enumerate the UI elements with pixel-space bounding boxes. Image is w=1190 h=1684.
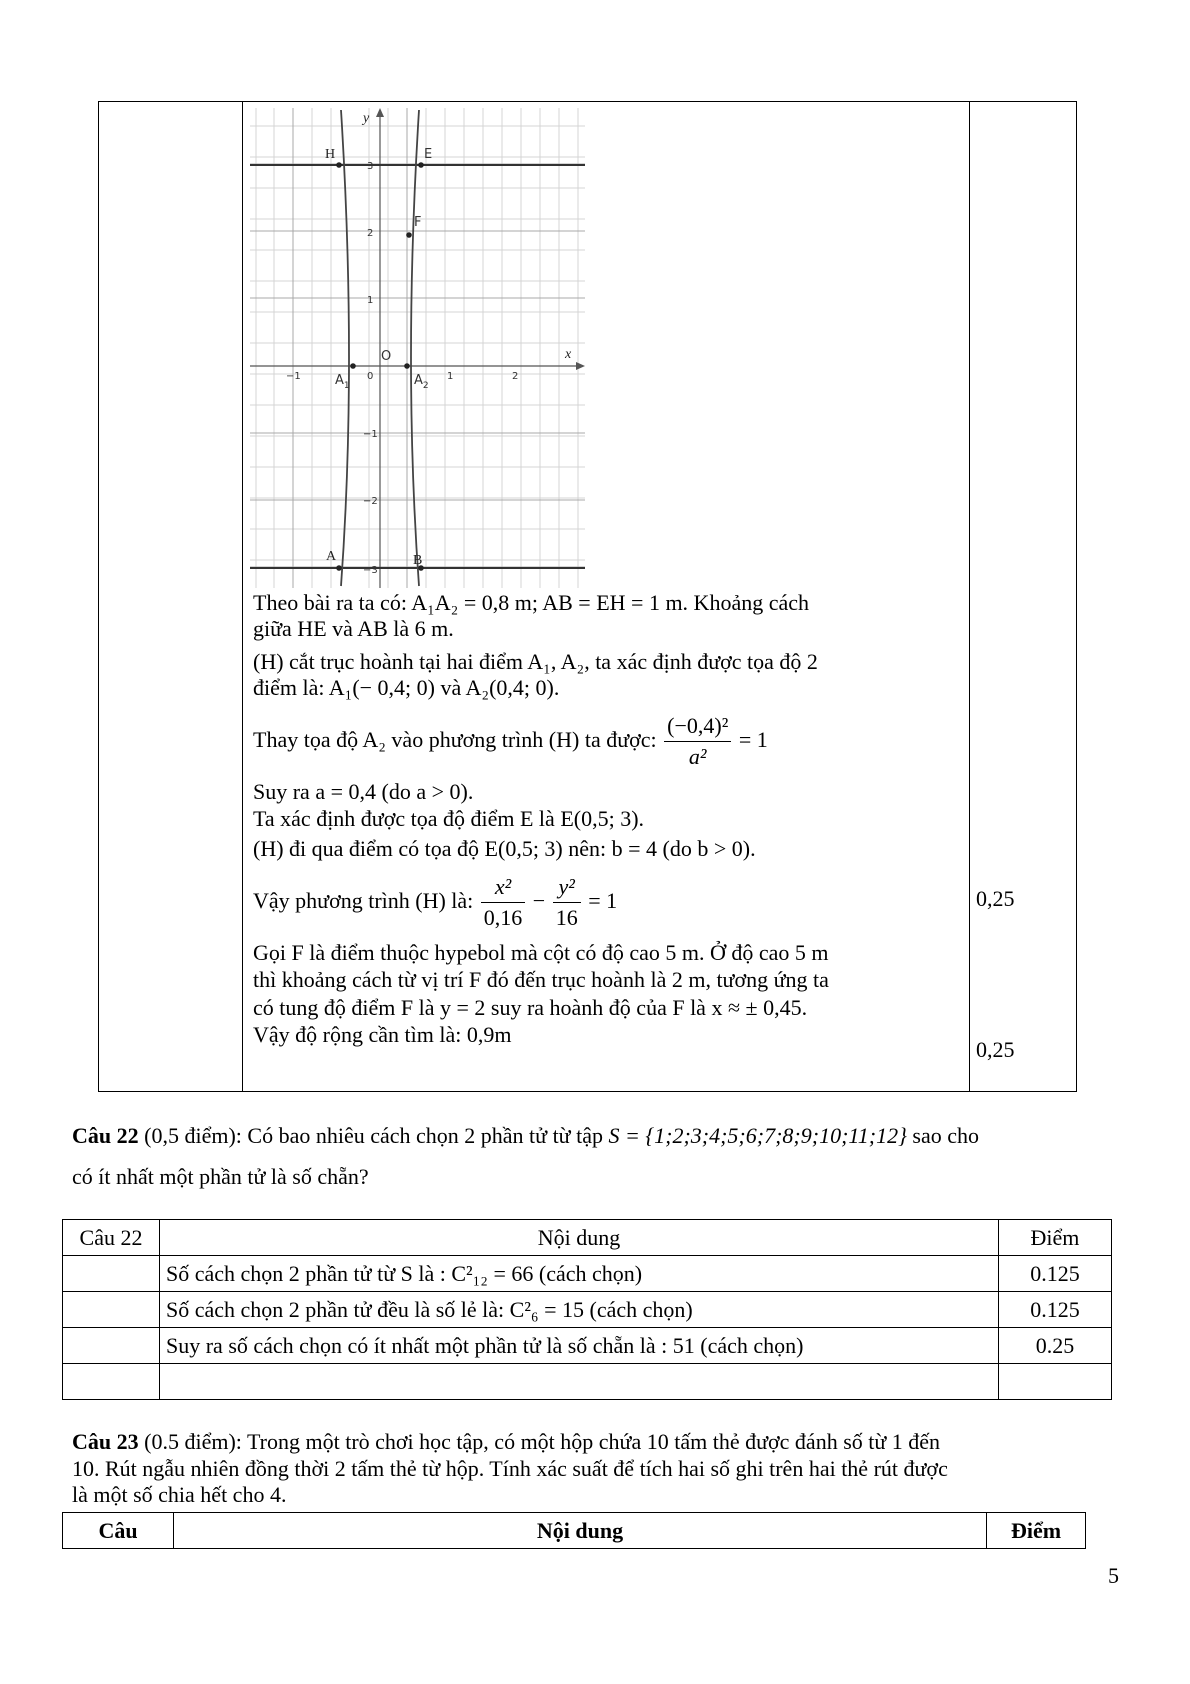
question-23-line-1: : Trong một trò chơi học tập, có một hộp chứa 10 tấm thẻ được đánh số từ 1 đến — [235, 1429, 941, 1454]
line5-text: Thay tọa độ A₂ vào phương trình (H) ta được: — [253, 727, 657, 752]
solution-line-6: Suy ra a = 0,4 (do a > 0). — [253, 779, 474, 804]
point-label-f: F — [414, 215, 422, 230]
question-22-line-2: có ít nhất một phần tử là số chẵn? — [72, 1164, 369, 1189]
table-q22-row3-score: 0.25 — [999, 1328, 1112, 1364]
fraction-numerator-y: y² — [553, 872, 581, 903]
table-q22-row3-content: Suy ra số cách chọn có ít nhất một phần tử là số chẵn là : 51 (cách chọn) — [160, 1328, 999, 1364]
solution-line-4: điểm là: A₁(− 0,4; 0) và A₂(0,4; 0). — [253, 675, 560, 700]
question-22-label: Câu 22 — [72, 1123, 139, 1148]
y-tick-2: 2 — [367, 228, 374, 239]
question-22-set: S = {1;2;3;4;5;6;7;8;9;10;11;12} — [608, 1123, 907, 1148]
fraction-denominator-16: 16 — [555, 905, 578, 931]
question-22-tail: sao cho — [906, 1123, 979, 1148]
y-tick-minus2: −2 — [363, 496, 378, 507]
question-23-line-3: là một số chia hết cho 4. — [72, 1482, 287, 1507]
solution-line-5 — [253, 710, 768, 772]
table-q23-header-content: Nội dung — [174, 1513, 987, 1549]
page-number: 5 — [1108, 1563, 1119, 1588]
table-row — [63, 1364, 1112, 1400]
solution-line-13: Vậy độ rộng cần tìm là: 0,9m — [253, 1022, 512, 1047]
x-axis-label: x — [565, 347, 572, 362]
y-tick-1: 1 — [367, 295, 374, 306]
table-q23 — [62, 1512, 1086, 1549]
table-q23-header-score: Điểm — [987, 1513, 1086, 1549]
table-q22-header-cau: Câu 22 — [63, 1220, 160, 1256]
point-label-a: A — [326, 549, 337, 564]
table-q22-row2-content: Số cách chọn 2 phần tử đều là số lẻ là: C²₆ = 15 (cách chọn) — [160, 1292, 999, 1328]
solution-line-7: Ta xác định được tọa độ điểm E là E(0,5; 3). — [253, 806, 645, 831]
hyperbola-graph — [250, 108, 585, 588]
question-23-line-2: 10. Rút ngẫu nhiên đồng thời 2 tấm thẻ từ hộp. Tính xác suất để tích hai số ghi trên hai thẻ rút được — [72, 1456, 948, 1481]
solution-line-8: (H) đi qua điểm có tọa độ E(0,5; 3) nên: b = 4 (do b > 0). — [253, 836, 756, 861]
table-q23-header-cau: Câu — [63, 1513, 174, 1549]
x-tick-minus1: −1 — [286, 371, 301, 382]
question-22-points: (0,5 điểm) — [138, 1123, 236, 1148]
y-tick-minus3: −3 — [363, 565, 378, 576]
table-q22-row2-score: 0.125 — [999, 1292, 1112, 1328]
x-tick-2: 2 — [512, 371, 519, 382]
solution-line-1: Theo bài ra ta có: A₁A₂ = 0,8 m; AB = EH = 1 m. Khoảng cách — [253, 590, 810, 615]
table-row — [63, 1256, 1112, 1292]
fraction-a2-substitution — [664, 711, 731, 772]
question-22 — [72, 1123, 979, 1149]
fraction-numerator-x: x² — [481, 872, 526, 903]
fraction-denominator-016: 0,16 — [483, 905, 523, 931]
table-row — [63, 1292, 1112, 1328]
table-q22-header — [63, 1220, 1112, 1256]
solution-line-10: Gọi F là điểm thuộc hypebol mà cột có độ cao 5 m. Ở độ cao 5 m — [253, 940, 829, 965]
score-cell-2: 0,25 — [976, 1037, 1015, 1062]
solution-line-9 — [253, 869, 617, 933]
point-label-a2: $A_2$ — [414, 373, 429, 391]
solution-line-12: có tung độ điểm F là y = 2 suy ra hoành độ của F là x ≈ ± 0,45. — [253, 995, 808, 1020]
x-tick-1: 1 — [447, 371, 454, 382]
y-tick-3: 3 — [367, 161, 374, 172]
fraction-denominator: a² — [688, 744, 707, 770]
table-row — [63, 1328, 1112, 1364]
table-q22-row1-content: Số cách chọn 2 phần tử từ S là : C²₁₂ = 66 (cách chọn) — [160, 1256, 999, 1292]
solution-line-2: giữa HE và AB là 6 m. — [253, 616, 454, 641]
table-q22-row1-score: 0.125 — [999, 1256, 1112, 1292]
line5-equals: = 1 — [738, 727, 768, 752]
solution-line-11: thì khoảng cách từ vị trí F đó đến trục hoành là 2 m, tương ứng ta — [253, 967, 829, 992]
question-23-points: (0.5 điểm) — [138, 1429, 236, 1454]
question-23 — [72, 1429, 940, 1455]
hyperbola-left-branch — [341, 110, 349, 586]
point-label-e: E — [424, 147, 433, 162]
fraction-y-squared — [553, 872, 581, 933]
y-axis-label: y — [363, 111, 370, 126]
point-label-h: H — [325, 147, 336, 162]
table-q23-header — [63, 1513, 1086, 1549]
point-label-o: O — [381, 349, 392, 364]
y-tick-minus1: −1 — [363, 429, 378, 440]
table-q22-header-content: Nội dung — [160, 1220, 999, 1256]
fraction-x-squared — [481, 872, 526, 933]
line9-minus: − — [532, 888, 546, 913]
x-tick-0: 0 — [367, 371, 374, 382]
fraction-numerator: (−0,4)² — [664, 711, 731, 742]
line9-equals: = 1 — [588, 888, 618, 913]
table-q22 — [62, 1219, 1112, 1400]
line9-text: Vậy phương trình (H) là: — [253, 888, 474, 913]
point-label-a1: $A_1$ — [335, 373, 350, 391]
score-cell-1: 0,25 — [976, 886, 1015, 911]
question-22-text: : Có bao nhiêu cách chọn 2 phần tử từ tập — [235, 1123, 609, 1148]
point-label-b: B — [413, 553, 423, 568]
table-q22-header-score: Điểm — [999, 1220, 1112, 1256]
question-23-label: Câu 23 — [72, 1429, 139, 1454]
solution-line-3: (H) cắt trục hoành tại hai điểm A₁, A₂, ta xác định được tọa độ 2 — [253, 649, 818, 674]
